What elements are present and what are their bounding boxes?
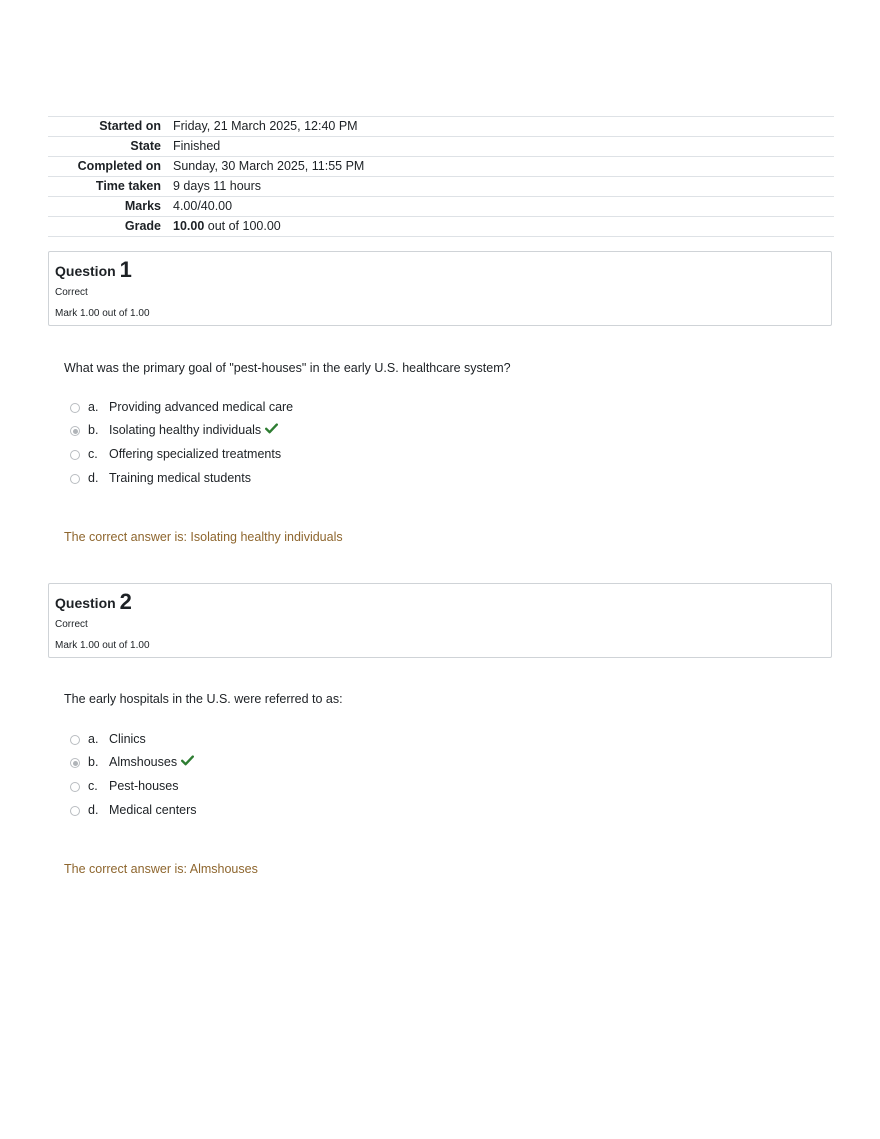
check-icon [181, 753, 194, 771]
summary-value: 4.00/40.00 [173, 199, 233, 213]
question-number: 1 [119, 257, 132, 282]
answer-radio[interactable] [70, 806, 80, 816]
attempt-summary-table [48, 116, 834, 237]
question-word: Question [55, 263, 116, 279]
question-info-1 [48, 251, 832, 326]
question-text-1: What was the primary goal of "pest-houses" in the early U.S. healthcare system? [64, 361, 511, 375]
grade-value: 10.00 [173, 219, 205, 233]
answer-radio-checked[interactable] [70, 426, 80, 436]
answer-text: Almshouses [109, 755, 178, 770]
answer-radio[interactable] [70, 403, 80, 413]
right-answer-feedback-1: The correct answer is: Isolating healthy individuals [64, 530, 343, 544]
summary-label: Started on [99, 119, 161, 133]
question-word: Question [55, 595, 116, 611]
answer-letter: a. [88, 731, 99, 746]
summary-value: Finished [173, 139, 221, 153]
question-state: Correct [55, 287, 88, 298]
question-mark: Mark 1.00 out of 1.00 [55, 640, 150, 651]
question-state: Correct [55, 619, 88, 630]
answer-option-selected [70, 751, 197, 775]
summary-label: State [130, 139, 161, 153]
check-icon [265, 421, 278, 439]
question-info-2 [48, 583, 832, 658]
summary-row-marks [48, 197, 834, 217]
summary-label: Time taken [95, 179, 161, 193]
right-answer-feedback-2: The correct answer is: Almshouses [64, 862, 258, 876]
answer-list-2 [70, 727, 197, 821]
answer-list-1 [70, 395, 293, 489]
answer-option-selected [70, 419, 293, 443]
answer-radio[interactable] [70, 782, 80, 792]
grade-out-of: out of 100.00 [204, 219, 281, 233]
answer-letter: b. [88, 423, 99, 438]
answer-text: Medical centers [109, 802, 197, 817]
answer-letter: d. [88, 470, 99, 485]
question-mark: Mark 1.00 out of 1.00 [55, 308, 150, 319]
question-number: 2 [119, 589, 132, 614]
summary-label: Completed on [77, 159, 161, 173]
answer-letter: c. [88, 778, 98, 793]
summary-label: Grade [124, 219, 161, 233]
answer-letter: b. [88, 755, 99, 770]
answer-text: Pest-houses [109, 778, 179, 793]
summary-value [173, 217, 834, 237]
answer-option [70, 774, 197, 798]
answer-radio[interactable] [70, 474, 80, 484]
answer-text: Clinics [109, 731, 146, 746]
answer-option [70, 798, 197, 822]
answer-option [70, 466, 293, 490]
answer-letter: a. [88, 399, 99, 414]
summary-label: Marks [124, 199, 161, 213]
answer-radio[interactable] [70, 735, 80, 745]
answer-text: Training medical students [109, 470, 251, 485]
answer-text: Isolating healthy individuals [109, 423, 262, 438]
answer-text: Offering specialized treatments [109, 446, 282, 461]
answer-letter: d. [88, 802, 99, 817]
answer-text: Providing advanced medical care [109, 399, 294, 414]
question-text-2: The early hospitals in the U.S. were referred to as: [64, 692, 343, 706]
question-title [55, 590, 825, 615]
summary-row-started [48, 117, 834, 137]
question-title [55, 258, 825, 283]
summary-row-grade [48, 217, 834, 237]
answer-radio[interactable] [70, 450, 80, 460]
summary-row-completed [48, 157, 834, 177]
summary-value: Friday, 21 March 2025, 12:40 PM [173, 119, 358, 133]
answer-option [70, 395, 293, 419]
answer-option [70, 442, 293, 466]
summary-value: Sunday, 30 March 2025, 11:55 PM [173, 159, 365, 173]
answer-letter: c. [88, 446, 98, 461]
summary-value: 9 days 11 hours [173, 179, 262, 193]
summary-row-time-taken [48, 177, 834, 197]
answer-option [70, 727, 197, 751]
answer-radio-checked[interactable] [70, 758, 80, 768]
summary-row-state [48, 137, 834, 157]
